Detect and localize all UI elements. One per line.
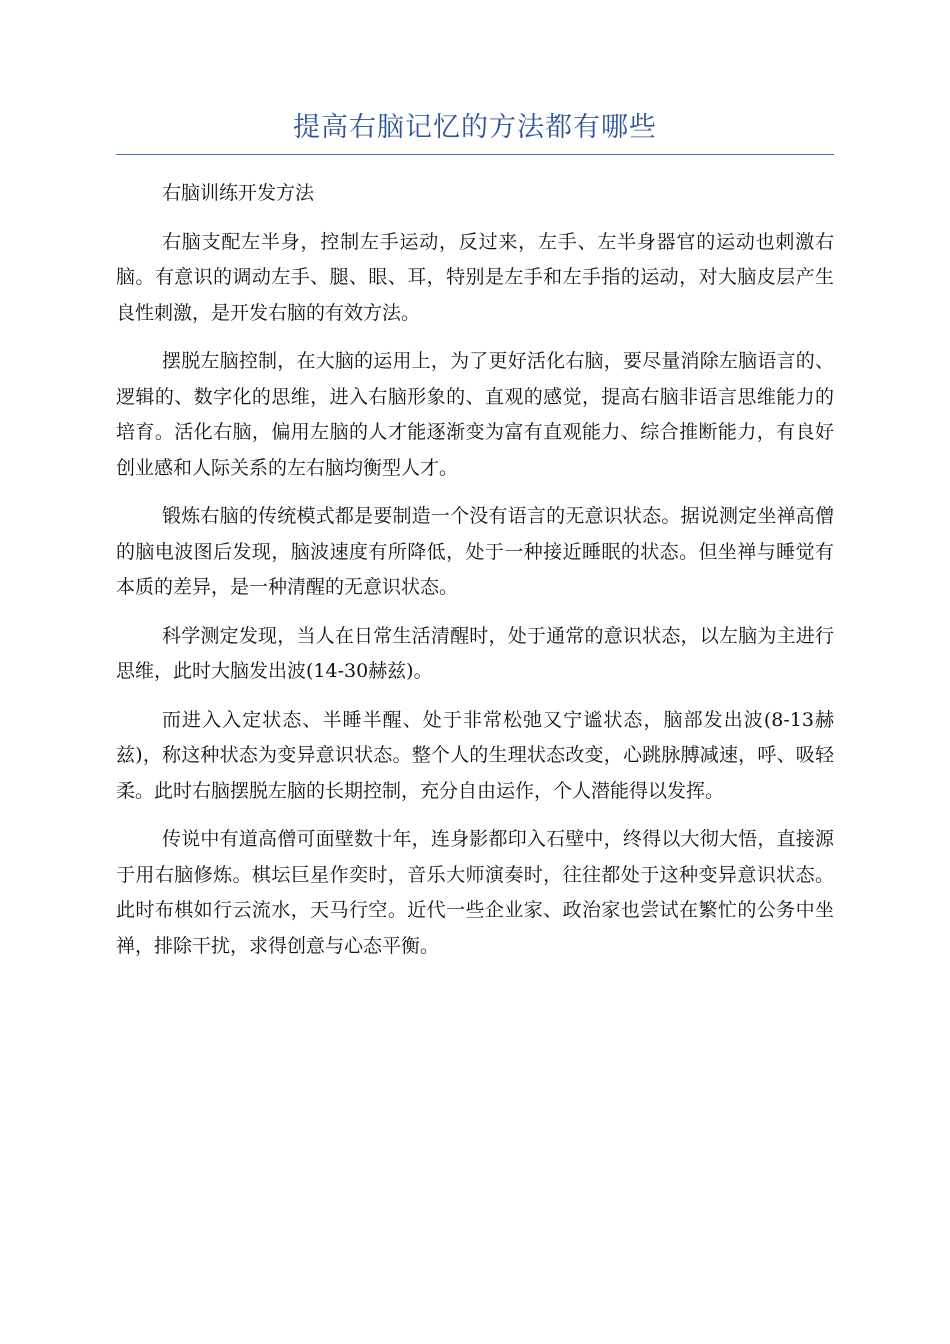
section-heading: 右脑训练开发方法 [162,182,315,204]
body-paragraph: 摆脱左脑控制，在大脑的运用上，为了更好活化右脑，要尽量消除左脑语言的、逻辑的、数字化的思维，进入右脑形象的、直观的感觉，提高右脑非语言思维能力的培育。活化右脑，偏用左脑的人才能逐渐变为富有直观能力、综合推断能力，有良好创业感和人际关系的左右脑均衡型人才。 [116,350,834,479]
body-paragraph: 而进入入定状态、半睡半醒、处于非常松弛又宁谧状态，脑部发出波(8-13赫兹)，称这种状态为变异意识状态。整个人的生理状态改变，心跳脉膊减速，呼、吸轻柔。此时右脑摆脱左脑的长期控制，充分自由运作，个人潜能得以发挥。 [116,708,834,802]
document-body [116,176,834,977]
body-paragraph: 锻炼右脑的传统模式都是要制造一个没有语言的无意识状态。据说测定坐禅高僧的脑电波图后发现，脑波速度有所降低，处于一种接近睡眠的状态。但坐禅与睡觉有本质的差异，是一种清醒的无意识状态。 [116,505,834,598]
body-paragraph: 传说中有道高僧可面壁数十年，连身影都印入石壁中，终得以大彻大悟，直接源于用右脑修炼。棋坛巨星作奕时，音乐大师演奏时，往往都处于这种变异意识状态。此时布棋如行云流水，天马行空。近代一些企业家、政治家也尝试在繁忙的公务中坐禅，排除干扰，求得创意与心态平衡。 [116,828,834,957]
body-paragraph: 右脑支配左半身，控制左手运动，反过来，左手、左半身器官的运动也刺激右脑。有意识的调动左手、腿、眼、耳，特别是左手和左手指的运动，对大脑皮层产生良性刺激，是开发右脑的有效方法。 [116,230,834,324]
title-underline [116,154,834,155]
body-paragraph: 科学测定发现，当人在日常生活清醒时，处于通常的意识状态，以左脑为主进行思维，此时大脑发出波(14-30赫兹)。 [116,624,834,682]
document-title: 提高右脑记忆的方法都有哪些 [293,112,657,143]
